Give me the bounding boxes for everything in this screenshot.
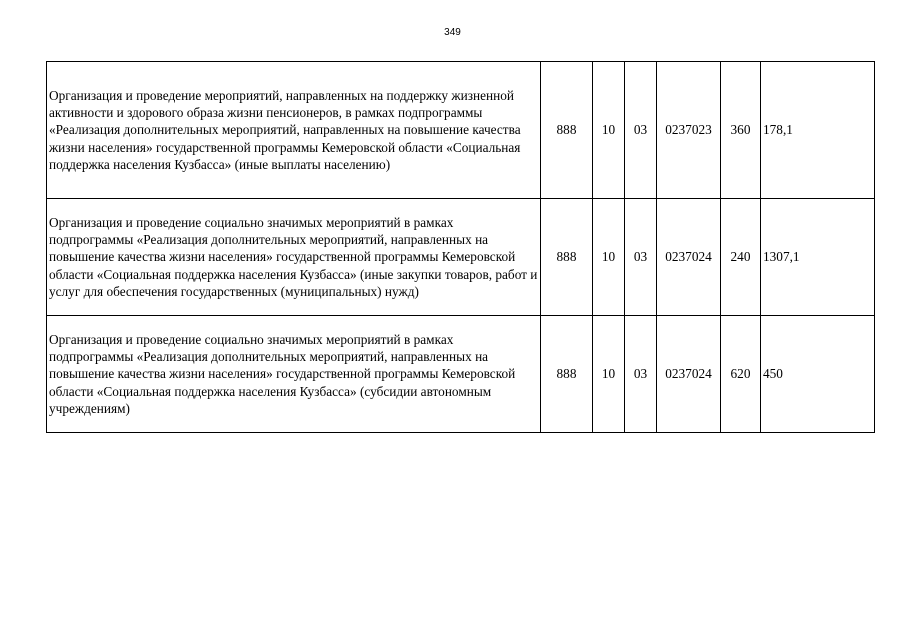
ministry-code: 888 bbox=[541, 62, 593, 199]
target-article-code: 0237023 bbox=[657, 62, 721, 199]
budget-table bbox=[46, 61, 875, 433]
row-description: Организация и проведение социально значимых мероприятий в рамках подпрограммы «Реализация дополнительных мероприятий, направленных на повышение качества жизни населения» государственной программы Кемеровской области «Социальная поддержка населения Кузбасса» (субсидии автономным учреждениям) bbox=[47, 316, 541, 433]
section-code: 10 bbox=[593, 316, 625, 433]
table-row bbox=[47, 62, 875, 199]
row-description: Организация и проведение мероприятий, направленных на поддержку жизненной активности и здорового образа жизни пенсионеров, в рамках подпрограммы «Реализация дополнительных мероприятий, направленных на повышение качества жизни населения» государственной программы Кемеровской области «Социальная поддержка населения Кузбасса» (иные выплаты населению) bbox=[47, 62, 541, 199]
expense-type-code: 360 bbox=[721, 62, 761, 199]
section-code: 10 bbox=[593, 62, 625, 199]
ministry-code: 888 bbox=[541, 199, 593, 316]
table-row bbox=[47, 316, 875, 433]
amount: 1307,1 bbox=[761, 199, 875, 316]
row-description: Организация и проведение социально значимых мероприятий в рамках подпрограммы «Реализация дополнительных мероприятий, направленных на повышение качества жизни населения» государственной программы Кемеровской области «Социальная поддержка населения Кузбасса» (иные закупки товаров, работ и услуг для обеспечения государственных (муниципальных) нужд) bbox=[47, 199, 541, 316]
amount: 178,1 bbox=[761, 62, 875, 199]
target-article-code: 0237024 bbox=[657, 199, 721, 316]
section-code: 10 bbox=[593, 199, 625, 316]
table-row bbox=[47, 199, 875, 316]
target-article-code: 0237024 bbox=[657, 316, 721, 433]
ministry-code: 888 bbox=[541, 316, 593, 433]
expense-type-code: 620 bbox=[721, 316, 761, 433]
expense-type-code: 240 bbox=[721, 199, 761, 316]
subsection-code: 03 bbox=[625, 62, 657, 199]
amount: 450 bbox=[761, 316, 875, 433]
page-number: 349 bbox=[444, 27, 461, 38]
subsection-code: 03 bbox=[625, 316, 657, 433]
subsection-code: 03 bbox=[625, 199, 657, 316]
